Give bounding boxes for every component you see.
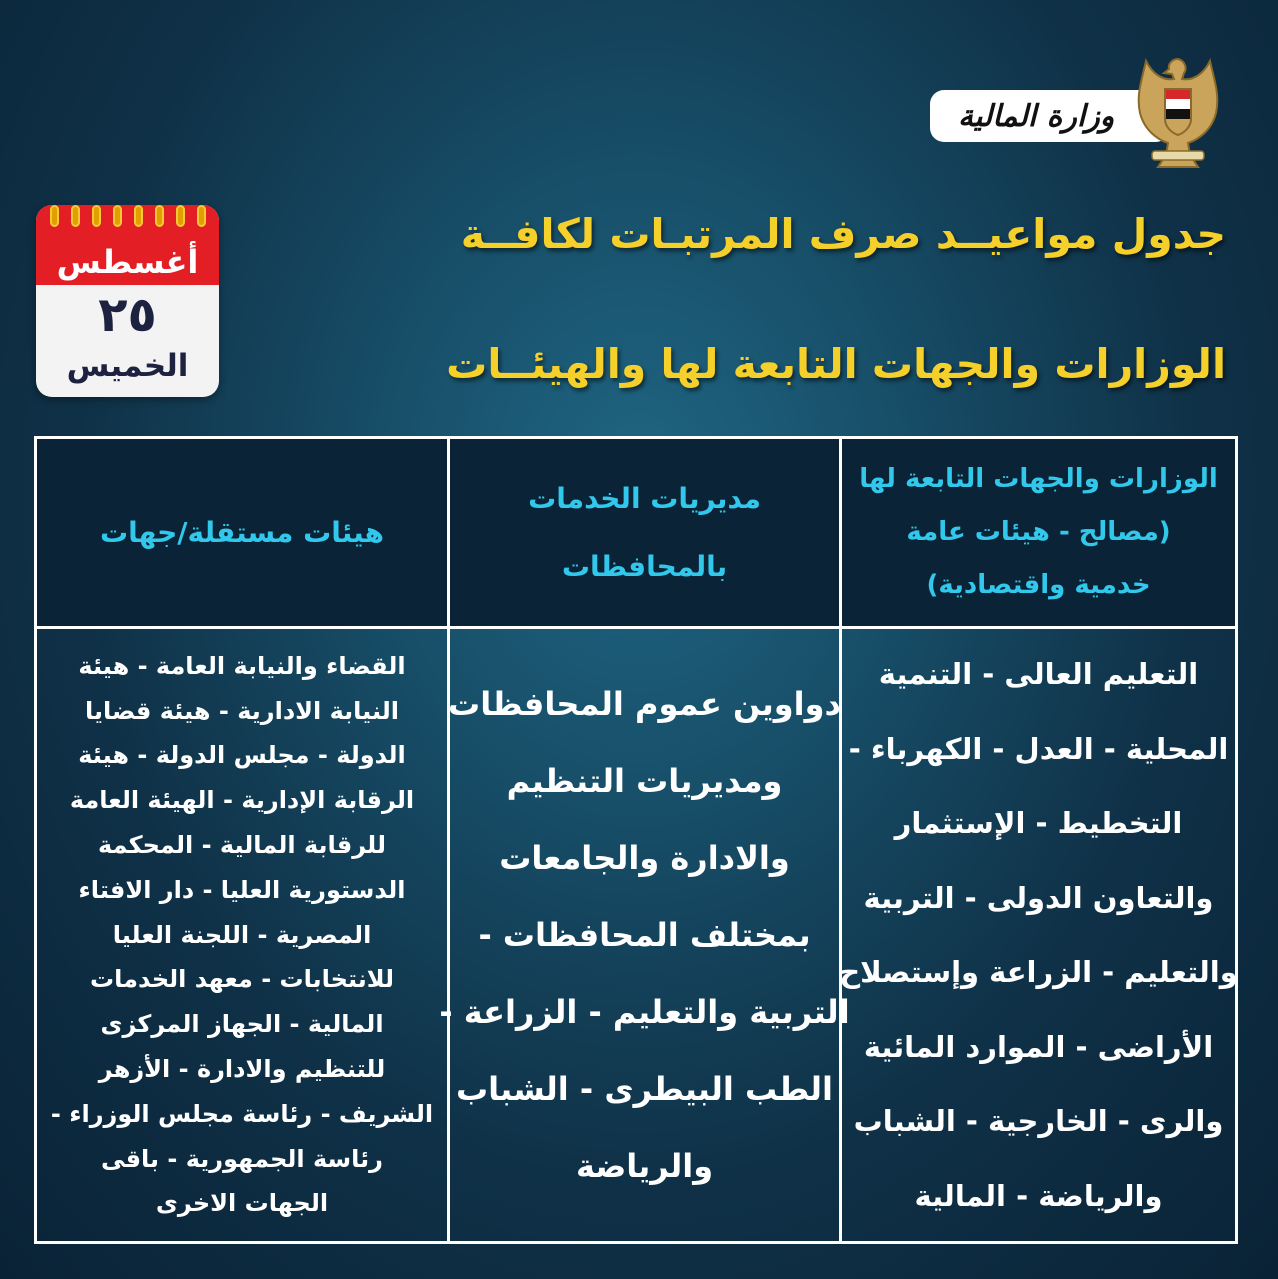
body-line: المحلية - العدل - الكهرباء - (848, 731, 1229, 766)
body-line: المصرية - اللجنة العليا (112, 920, 372, 949)
body-line: والتعليم - الزراعة وإستصلاح (839, 955, 1238, 989)
calendar-day: ٢٥ (98, 287, 157, 343)
calendar-month: أغسطس (56, 243, 199, 281)
body-line: بمختلف المحافظات - (478, 915, 811, 954)
body-line: التعليم العالى - التنمية (878, 657, 1199, 691)
body-line: رئاسة الجمهورية - باقى (101, 1144, 383, 1173)
page-title-line-2: الوزارات والجهات التابعة لها والهيئــات (446, 340, 1226, 388)
calendar-date-badge (36, 205, 219, 397)
calendar-weekday: الخميس (66, 348, 189, 384)
body-line: التربية والتعليم - الزراعة - (439, 992, 850, 1031)
column-body-independent-bodies (37, 629, 447, 1241)
header-line: مديريات الخدمات (528, 481, 761, 515)
body-line: النيابة الادارية - هيئة قضايا (85, 696, 400, 725)
body-line: ومديريات التنظيم (506, 761, 783, 800)
body-line: والتعاون الدولى - التربية (863, 880, 1214, 915)
body-line: الطب البيطرى - الشباب (455, 1069, 834, 1108)
salary-schedule-table (34, 436, 1238, 1244)
body-line: والرى - الخارجية - الشباب (853, 1104, 1224, 1138)
body-line: الدستورية العليا - دار الافتاء (78, 875, 406, 904)
body-line: التخطيط - الإستثمار (894, 806, 1183, 840)
header-line: خدمية واقتصادية) (926, 570, 1151, 600)
column-header-directorates (450, 439, 839, 626)
body-line: والادارة والجامعات (499, 838, 790, 877)
body-line: الشريف - رئاسة مجلس الوزراء - (50, 1099, 434, 1128)
column-body-ministries (839, 629, 1238, 1241)
header-line: الوزارات والجهات التابعة لها (859, 464, 1218, 494)
page-title-line-1: جدول مواعيــد صرف المرتبـات لكافــة (460, 210, 1226, 258)
header-line: هيئات مستقلة/جهات (99, 516, 385, 549)
header-line: (مصالح - هيئات عامة (906, 517, 1171, 547)
body-line: الجهات الاخرى (155, 1189, 329, 1218)
body-line: الدولة - مجلس الدولة - هيئة (78, 741, 406, 770)
body-line: الأراضى - الموارد المائية (863, 1029, 1214, 1064)
calendar-rings-icon (50, 205, 206, 229)
body-line: والرياضة - المالية (914, 1178, 1163, 1213)
column-body-directorates (439, 629, 850, 1241)
egypt-eagle-emblem-icon (1132, 55, 1224, 171)
body-line: الرقابة الإدارية - الهيئة العامة (69, 786, 415, 815)
body-line: القضاء والنيابة العامة - هيئة (78, 651, 406, 680)
body-line: للانتخابات - معهد الخدمات (89, 965, 395, 994)
body-line: دواوين عموم المحافظات (448, 684, 841, 723)
ministry-logo-text: وزارة المالية (958, 98, 1115, 134)
header-line: بالمحافظات (561, 549, 728, 583)
body-line: المالية - الجهاز المركزى (100, 1010, 384, 1039)
body-line: للتنظيم والادارة - الأزهر (98, 1054, 386, 1083)
column-header-independent-bodies (37, 439, 447, 626)
body-line: للرقابة المالية - المحكمة (98, 831, 386, 859)
body-line: والرياضة (575, 1146, 714, 1185)
column-header-ministries (842, 439, 1235, 626)
